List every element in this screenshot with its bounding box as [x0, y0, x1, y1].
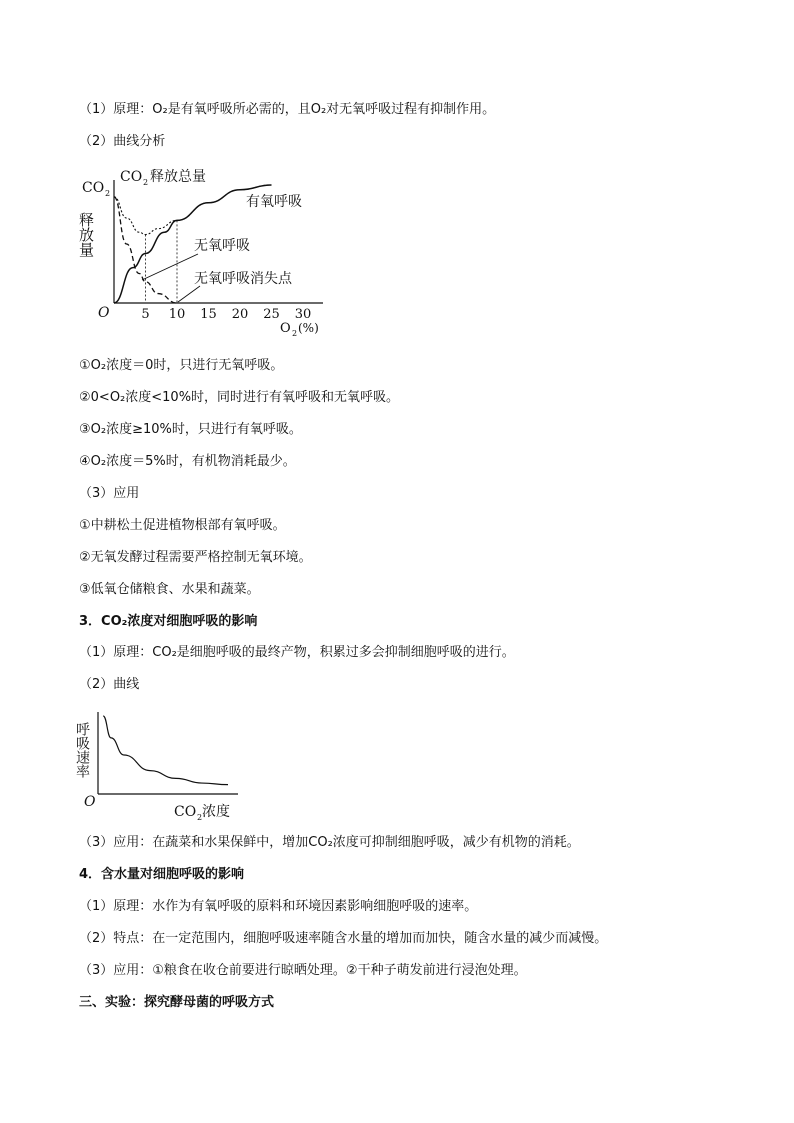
application-1: ①中耕松土促进植物根部有氧呼吸。 [79, 518, 286, 533]
chart2-ylabel: 呼吸速率 [74, 722, 90, 778]
principle-co2: （1）原理：CO₂是细胞呼吸的最终产物，积累过多会抑制细胞呼吸的进行。 [79, 645, 515, 660]
series-co2-rate [103, 716, 228, 785]
chart1-xlabel-sub: 2 [292, 329, 298, 338]
chart1-xtick-5: 5 [141, 307, 150, 322]
section-heading-water: 4．含水量对细胞呼吸的影响 [79, 867, 245, 882]
chart2-xlabel-rest: 浓度 [202, 804, 230, 820]
label-total-sub: 2 [143, 178, 149, 187]
application-title: （3）应用 [79, 486, 140, 501]
chart1-xtick-25: 25 [263, 307, 280, 322]
chart2-xlabel-sub: 2 [197, 813, 203, 822]
point-4: ④O₂浓度＝5%时，有机物消耗最少。 [79, 454, 296, 469]
chart1-xtick-30: 30 [294, 307, 312, 322]
chart1-ylabel-rest: 释放量 [77, 212, 95, 257]
principle-o2: （1）原理：O₂是有氧呼吸所必需的，且O₂对无氧呼吸过程有抑制作用。 [79, 102, 496, 117]
chart1-xtick-10: 10 [168, 307, 186, 322]
application-water: （3）应用：①粮食在收仓前要进行晾晒处理。②干种子萌发前进行浸泡处理。 [79, 963, 527, 978]
pointer-vanish [178, 286, 200, 302]
section-heading-experiment: 三、实验：探究酵母菌的呼吸方式 [79, 995, 275, 1010]
label-total-co: CO [120, 169, 143, 185]
chart1-xlabel: O [280, 321, 291, 336]
application-co2: （3）应用：在蔬菜和水果保鲜中，增加CO₂浓度可抑制细胞呼吸，减少有机物的消耗。 [79, 835, 580, 850]
point-1: ①O₂浓度＝0时，只进行无氧呼吸。 [79, 358, 284, 373]
label-anaerobic: 无氧呼吸 [194, 238, 250, 254]
o2-chart [77, 162, 340, 340]
chart1-xlabel-unit: (%) [298, 321, 319, 335]
label-vanish: 无氧呼吸消失点 [194, 271, 292, 287]
point-3: ③O₂浓度≥10%时，只进行有氧呼吸。 [79, 422, 302, 437]
application-3: ③低氧仓储粮食、水果和蔬菜。 [79, 582, 260, 597]
label-aerobic: 有氧呼吸 [246, 194, 302, 210]
principle-water: （1）原理：水作为有氧呼吸的原料和环境因素影响细胞呼吸的速率。 [79, 899, 478, 914]
chart1-xtick-15: 15 [200, 307, 217, 322]
chart1-xtick-20: 20 [231, 307, 249, 322]
chart1-origin: O [98, 305, 110, 321]
chart1-ylabel-sub: 2 [105, 189, 111, 198]
chart2-origin: O [84, 794, 96, 810]
pointer-anaerobic [142, 254, 198, 280]
label-total-rest: 释放总量 [150, 169, 206, 185]
chart1-ylabel-co: CO [82, 180, 105, 196]
co2-chart [74, 704, 260, 824]
section-heading-co2: 3．CO₂浓度对细胞呼吸的影响 [79, 614, 258, 629]
feature-water: （2）特点：在一定范围内，细胞呼吸速率随含水量的增加而加快，随含水量的减少而减慢。 [79, 931, 608, 946]
application-2: ②无氧发酵过程需要严格控制无氧环境。 [79, 550, 312, 565]
curve-title: （2）曲线 [79, 677, 140, 692]
point-2: ②0<O₂浓度<10%时，同时进行有氧呼吸和无氧呼吸。 [79, 390, 400, 405]
curve-analysis-title: （2）曲线分析 [79, 134, 166, 149]
chart2-xlabel-co: CO [174, 804, 197, 820]
